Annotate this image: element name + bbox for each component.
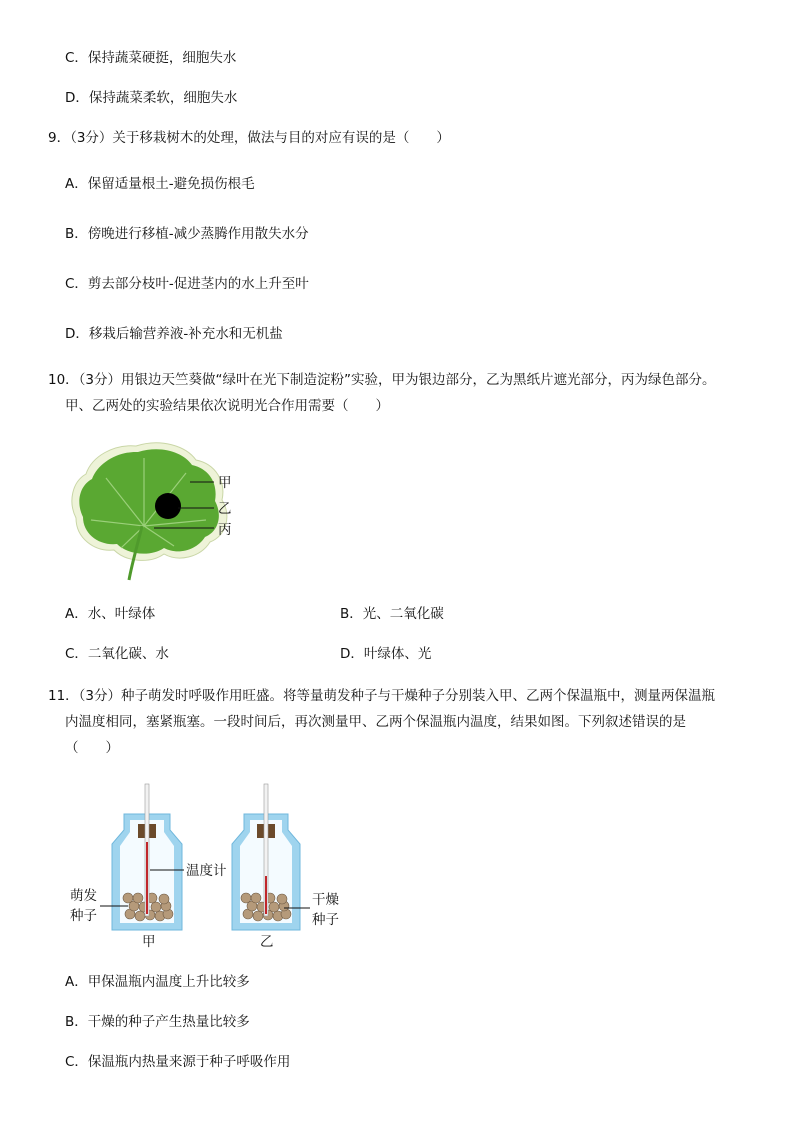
label-flask-jia: 甲 <box>142 934 156 950</box>
label-jia: 甲 <box>218 475 232 491</box>
q10-option-a: A．水、叶绿体 <box>65 606 156 622</box>
q11-option-a: A．甲保温瓶内温度上升比较多 <box>65 974 250 990</box>
q10-option-d: D．叶绿体、光 <box>340 646 432 662</box>
q8-option-d: D．保持蔬菜柔软，细胞失水 <box>65 90 238 106</box>
q9-stem: 9．（3分）关于移栽树木的处理，做法与目的对应有误的是（ ） <box>48 130 450 146</box>
q9-option-a: A．保留适量根土-避免损伤根毛 <box>65 176 255 192</box>
q10-stem-line1: 10．（3分）用银边天竺葵做“绿叶在光下制造淀粉”实验，甲为银边部分，乙为黑纸片遮光部分，丙为绿色部分。 <box>48 372 716 388</box>
geranium-leaf-figure <box>66 438 256 583</box>
q11-stem-line1: 11．（3分）种子萌发时呼吸作用旺盛。将等量萌发种子与干燥种子分别装入甲、乙两个保温瓶中，测量两保温瓶 <box>48 688 716 704</box>
q8-option-c: C．保持蔬菜硬挺，细胞失水 <box>65 50 237 66</box>
black-paper-cover <box>155 493 181 519</box>
q11-option-b: B．干燥的种子产生热量比较多 <box>65 1014 250 1030</box>
thermos-flask-jia <box>112 784 182 930</box>
q11-option-c: C．保温瓶内热量来源于种子呼吸作用 <box>65 1054 291 1070</box>
q10-stem-line2: 甲、乙两处的实验结果依次说明光合作用需要（ ） <box>65 398 389 414</box>
label-thermometer: 温度计 <box>186 863 227 879</box>
q11-stem-line3: （ ） <box>65 740 119 756</box>
q10-option-c: C．二氧化碳、水 <box>65 646 169 662</box>
label-dry-2: 种子 <box>312 912 339 928</box>
label-dry-1: 干燥 <box>312 892 339 908</box>
label-yi: 乙 <box>218 501 232 517</box>
label-germinating-2: 种子 <box>70 908 97 924</box>
thermos-experiment-figure <box>66 780 356 952</box>
label-flask-yi: 乙 <box>260 934 274 950</box>
q10-option-b: B．光、二氧化碳 <box>340 606 444 622</box>
label-germinating-1: 萌发 <box>70 888 97 904</box>
q9-option-c: C．剪去部分枝叶-促进茎内的水上升至叶 <box>65 276 309 292</box>
q9-option-b: B．傍晚进行移植-减少蒸腾作用散失水分 <box>65 226 309 242</box>
label-bing: 丙 <box>218 522 232 538</box>
q11-stem-line2: 内温度相同，塞紧瓶塞。一段时间后，再次测量甲、乙两个保温瓶内温度，结果如图。下列叙述错误的是 <box>65 714 686 730</box>
q9-option-d: D．移栽后输营养液-补充水和无机盐 <box>65 326 283 342</box>
